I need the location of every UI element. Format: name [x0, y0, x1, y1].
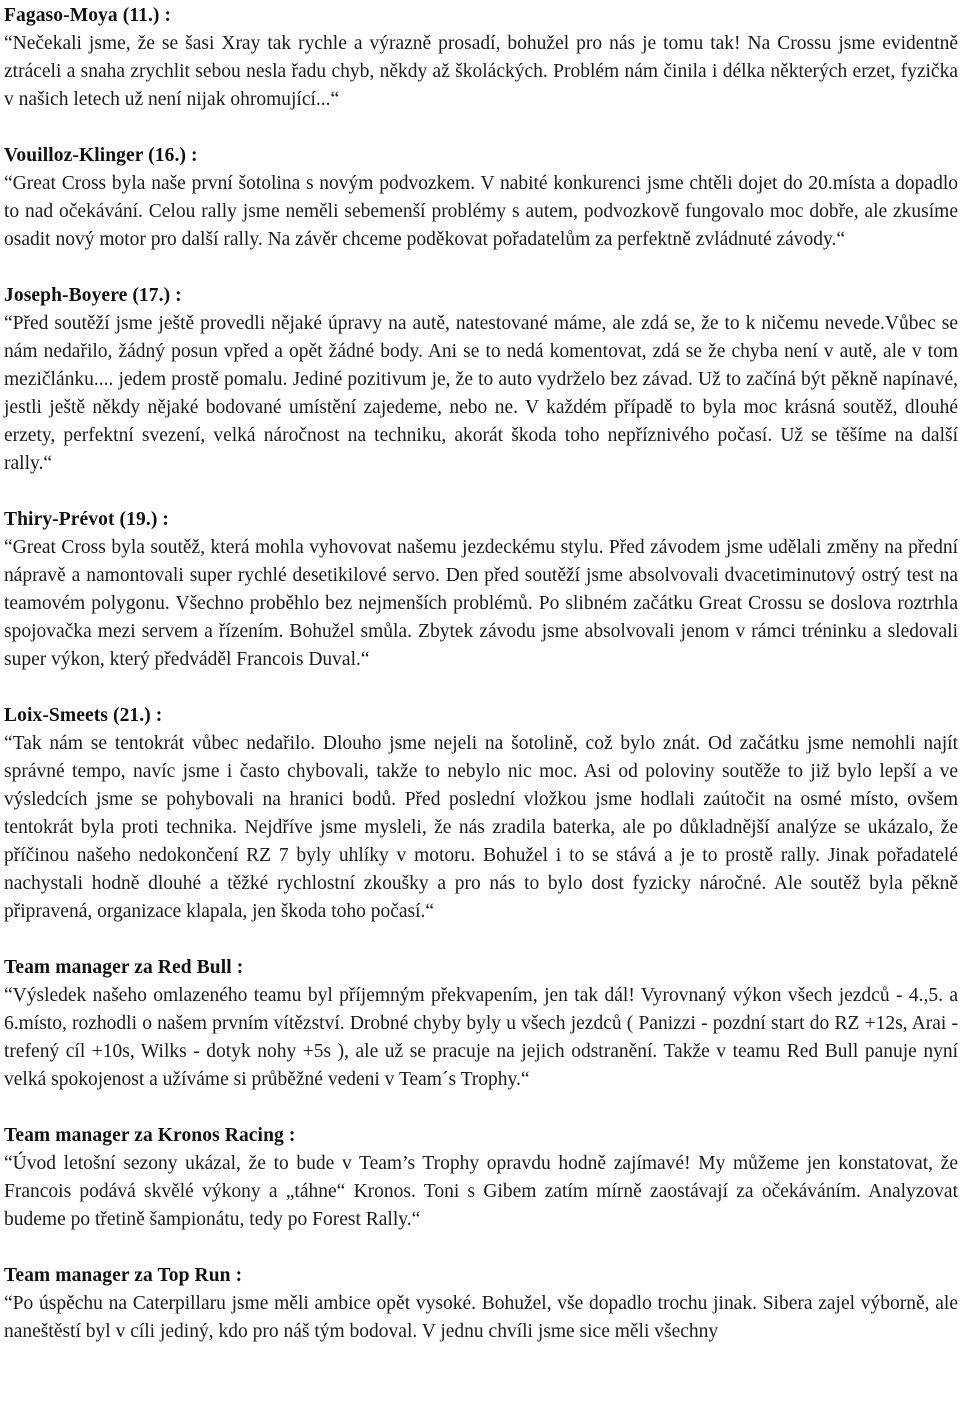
section-quote: “Před soutěží jsme ještě provedli nějaké úpravy na autě, natestované máme, ale zdá se, že to k ničemu nevede.Vůbec se nám nedařilo, žádný posun vpřed a opět žádné body. Ani se to nedá komentovat, zdá se že chyba není v autě, ale v tom mezičlánku.... jedem prostě pomalu. Jediné pozitivum je, že to auto vydrželo bez závad. Už to začíná být pěkně napínavé, jestli ještě někdy nějaké bodované umístění zajedeme, nebo ne. V každém případě to byla moc krásná soutěž, dlouhé erzety, perfektní svezení, velká náročnost na techniku, akorát škoda toho nepříznivého počasí. Už se těšíme na další rally.“ — [4, 313, 958, 474]
section-quote: “Great Cross byla soutěž, která mohla vyhovovat našemu jezdeckému stylu. Před závodem jsme udělali změny na přední nápravě a namontovali super rychlé desetikilové servo. Den před soutěží jsme absolvovali dvacetiminutový ostrý test na teamovém polygonu. Všechno proběhlo bez nejmenších problémů. Po slibném začátku Great Crossu se doslova roztrhla spojovačka mezi servem a řízením. Bohužel smůla. Zbytek závodu jsme absolvovali jenom v rámci tréninku a sledovali super výkon, který předváděl Francois Duval.“ — [4, 537, 958, 670]
section-heading: Vouilloz-Klinger (16.) : — [4, 145, 198, 166]
section-heading: Team manager za Red Bull : — [4, 957, 244, 978]
section-quote: “Úvod letošní sezony ukázal, že to bude v Team’s Trophy opravdu hodně zajímavé! My můžeme jen konstatovat, že Francois podává skvělé výkony a „táhne“ Kronos. Toni s Gibem zatím mírně zaostávají za očekáváním. Analyzovat budeme po třetině šampionátu, tedy po Forest Rally.“ — [4, 1153, 958, 1230]
section-quote: “Great Cross byla naše první šotolina s novým podvozkem. V nabité konkurenci jsme chtěli dojet do 20.místa a dopadlo to nad očekávání. Celou rally jsme neměli sebemenší problémy s autem, podvozkově fungovalo moc dobře, ale zkusíme osadit nový motor pro další rally. Na závěr chceme poděkovat pořadatelům za perfektně zvládnuté závody.“ — [4, 173, 958, 250]
section-fagaso-moya — [4, 2, 958, 114]
section-team-manager-red-bull — [4, 954, 958, 1094]
section-heading: Joseph-Boyere (17.) : — [4, 285, 182, 306]
section-heading: Team manager za Top Run : — [4, 1265, 243, 1286]
section-quote: “Nečekali jsme, že se šasi Xray tak rychle a výrazně prosadí, bohužel pro nás je tomu tak! Na Crossu jsme evidentně ztráceli a snaha zrychlit sebou nesla řadu chyb, někdy až školáckých. Problém nám činila i délka některých erzet, fyzička v našich letech už není nijak ohromující...“ — [4, 33, 958, 110]
section-quote: “Tak nám se tentokrát vůbec nedařilo. Dlouho jsme nejeli na šotolině, což bylo znát. Od začátku jsme nemohli najít správné tempo, navíc jsme i často chybovali, takže to nebylo nic moc. Asi od poloviny soutěže to již bylo lepší a ve výsledcích jsme se pohybovali na hranici bodů. Před poslední vložkou jsme hodlali zaútočit na osmé místo, ovšem tentokrát byla proti technika. Nejdříve jsme mysleli, že nás zradila baterka, ale po důkladnější analýze se ukázalo, že příčinou našeho nedokončení RZ 7 byly uhlíky v motoru. Bohužel i to se stává a je to prostě rally. Jinak pořadatelé nachystali hodně dlouhé a těžké rychlostní zkoušky a pro nás to bylo dost fyzicky náročné. Ale soutěž byla pěkně připravená, organizace klapala, jen škoda toho počasí.“ — [4, 733, 958, 922]
section-vouilloz-klinger — [4, 142, 958, 254]
section-quote: “Po úspěchu na Caterpillaru jsme měli ambice opět vysoké. Bohužel, vše dopadlo trochu jinak. Sibera zajel výborně, ale naneštěstí byl v cíli jediný, kdo pro náš tým bodoval. V jednu chvíli jsme sice měli všechny — [4, 1293, 958, 1342]
section-joseph-boyere — [4, 282, 958, 478]
section-loix-smeets — [4, 702, 958, 926]
document-page — [4, 2, 958, 1346]
section-heading: Thiry-Prévot (19.) : — [4, 509, 169, 530]
section-team-manager-kronos-racing — [4, 1122, 958, 1234]
section-thiry-prevot — [4, 506, 958, 674]
section-quote: “Výsledek našeho omlazeného teamu byl příjemným překvapením, jen tak dál! Vyrovnaný výkon všech jezdců - 4.,5. a 6.místo, rozhodli o našem prvním vítězství. Drobné chyby byly u všech jezdců ( Panizzi - pozdní start do RZ +12s, Arai - trefený cíl +10s, Wilks - dotyk nohy +5s ), ale už se pracuje na jejich odstranění. Takže v teamu Red Bull panuje nyní velká spokojenost a užíváme si průběžné vedeni v Team´s Trophy.“ — [4, 985, 958, 1090]
section-team-manager-top-run — [4, 1262, 958, 1346]
section-heading: Fagaso-Moya (11.) : — [4, 5, 172, 26]
section-heading: Team manager za Kronos Racing : — [4, 1125, 296, 1146]
section-heading: Loix-Smeets (21.) : — [4, 705, 163, 726]
